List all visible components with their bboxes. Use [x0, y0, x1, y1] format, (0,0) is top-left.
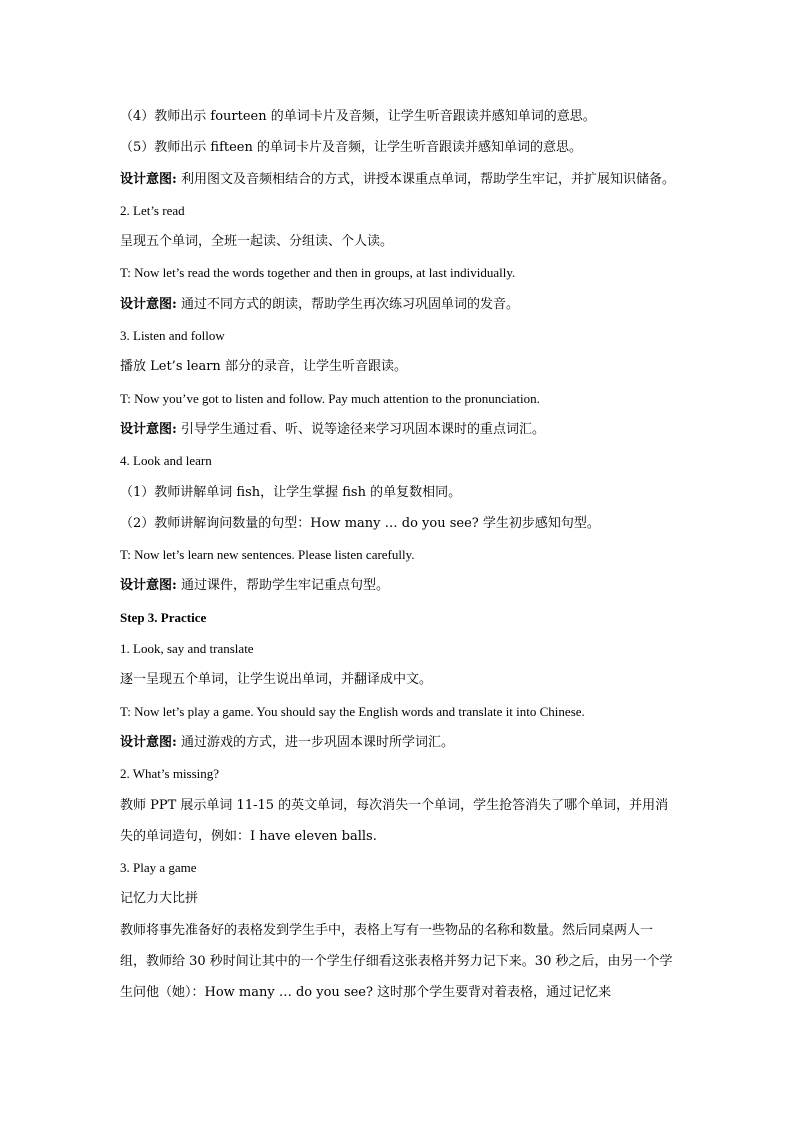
design-intent-4: 设计意图: 通过课件，帮助学生牢记重点句型。	[120, 578, 389, 594]
design-intent-label: 设计意图:	[120, 296, 177, 312]
design-intent-5: 设计意图: 通过游戏的方式，进一步巩固本课时所学词汇。	[120, 734, 454, 750]
section-heading-whats-missing: 2. What’s missing?	[120, 766, 220, 782]
text-line-present-one-by-one: 逐一呈现五个单词，让学生说出单词，并翻译成中文。	[120, 672, 433, 688]
teacher-line-sentences: T: Now let’s learn new sentences. Please listen carefully.	[120, 547, 415, 563]
section-heading-look-learn: 4. Look and learn	[120, 453, 212, 469]
design-intent-label: 设计意图:	[120, 421, 177, 437]
text-line-5-fifteen: （5）教师出示 fifteen 的单词卡片及音频，让学生听音跟读并感知单词的意思。	[120, 140, 583, 156]
teacher-line-game: T: Now let’s play a game. You should say the English words and translate it into Chinese.	[120, 703, 585, 719]
text-paragraph-memory-rules: 教师将事先准备好的表格发到学生手中，表格上写有一些物品的名称和数量。然后同桌两人一组，教师给 30 秒时间让其中的一个学生仔细看这张表格并努力记下来。30 秒之后，由另一个学生问他（她）：How many … do you see? 这时那个学生要背对着表格，通过记忆来	[120, 922, 673, 1001]
section-heading-play-game: 3. Play a game	[120, 860, 197, 876]
text-line-play-recording: 播放 Let’s learn 部分的录音，让学生听音跟读。	[120, 359, 407, 375]
design-intent-label: 设计意图:	[120, 171, 177, 187]
design-intent-3: 设计意图: 引导学生通过看、听、说等途径来学习巩固本课时的重点词汇。	[120, 421, 545, 437]
text-line-how-many: （2）教师讲解询问数量的句型：How many … do you see? 学生初步感知句型。	[120, 515, 600, 531]
section-heading-look-say-translate: 1. Look, say and translate	[120, 641, 254, 657]
text-line-present-words: 呈现五个单词，全班一起读、分组读、个人读。	[120, 234, 394, 250]
section-heading-listen-follow: 3. Listen and follow	[120, 328, 225, 344]
design-intent-2: 设计意图: 通过不同方式的朗读，帮助学生再次练习巩固单词的发音。	[120, 296, 519, 312]
design-intent-label: 设计意图:	[120, 734, 177, 750]
design-intent-1: 设计意图: 利用图文及音频相结合的方式，讲授本课重点单词，帮助学生牢记，并扩展知识储备。	[120, 171, 675, 187]
teacher-line-read: T: Now let’s read the words together and then in groups, at last individually.	[120, 265, 516, 281]
teacher-line-listen: T: Now you’ve got to listen and follow. Pay much attention to the pronunciation.	[120, 390, 540, 406]
step-heading-practice: Step 3. Practice	[120, 609, 207, 625]
document-body	[120, 101, 675, 1009]
text-line-memory-game: 记忆力大比拼	[120, 891, 199, 907]
design-intent-label: 设计意图:	[120, 578, 177, 594]
text-paragraph-ppt: 教师 PPT 展示单词 11-15 的英文单词，每次消失一个单词，学生抢答消失了哪个单词，并用消失的单词造句，例如：I have eleven balls.	[120, 797, 669, 844]
text-line-4-fourteen: （4）教师出示 fourteen 的单词卡片及音频，让学生听音跟读并感知单词的意思。	[120, 109, 596, 124]
section-heading-lets-read: 2. Let’s read	[120, 202, 185, 218]
text-line-fish: （1）教师讲解单词 fish，让学生掌握 fish 的单复数相同。	[120, 484, 462, 500]
